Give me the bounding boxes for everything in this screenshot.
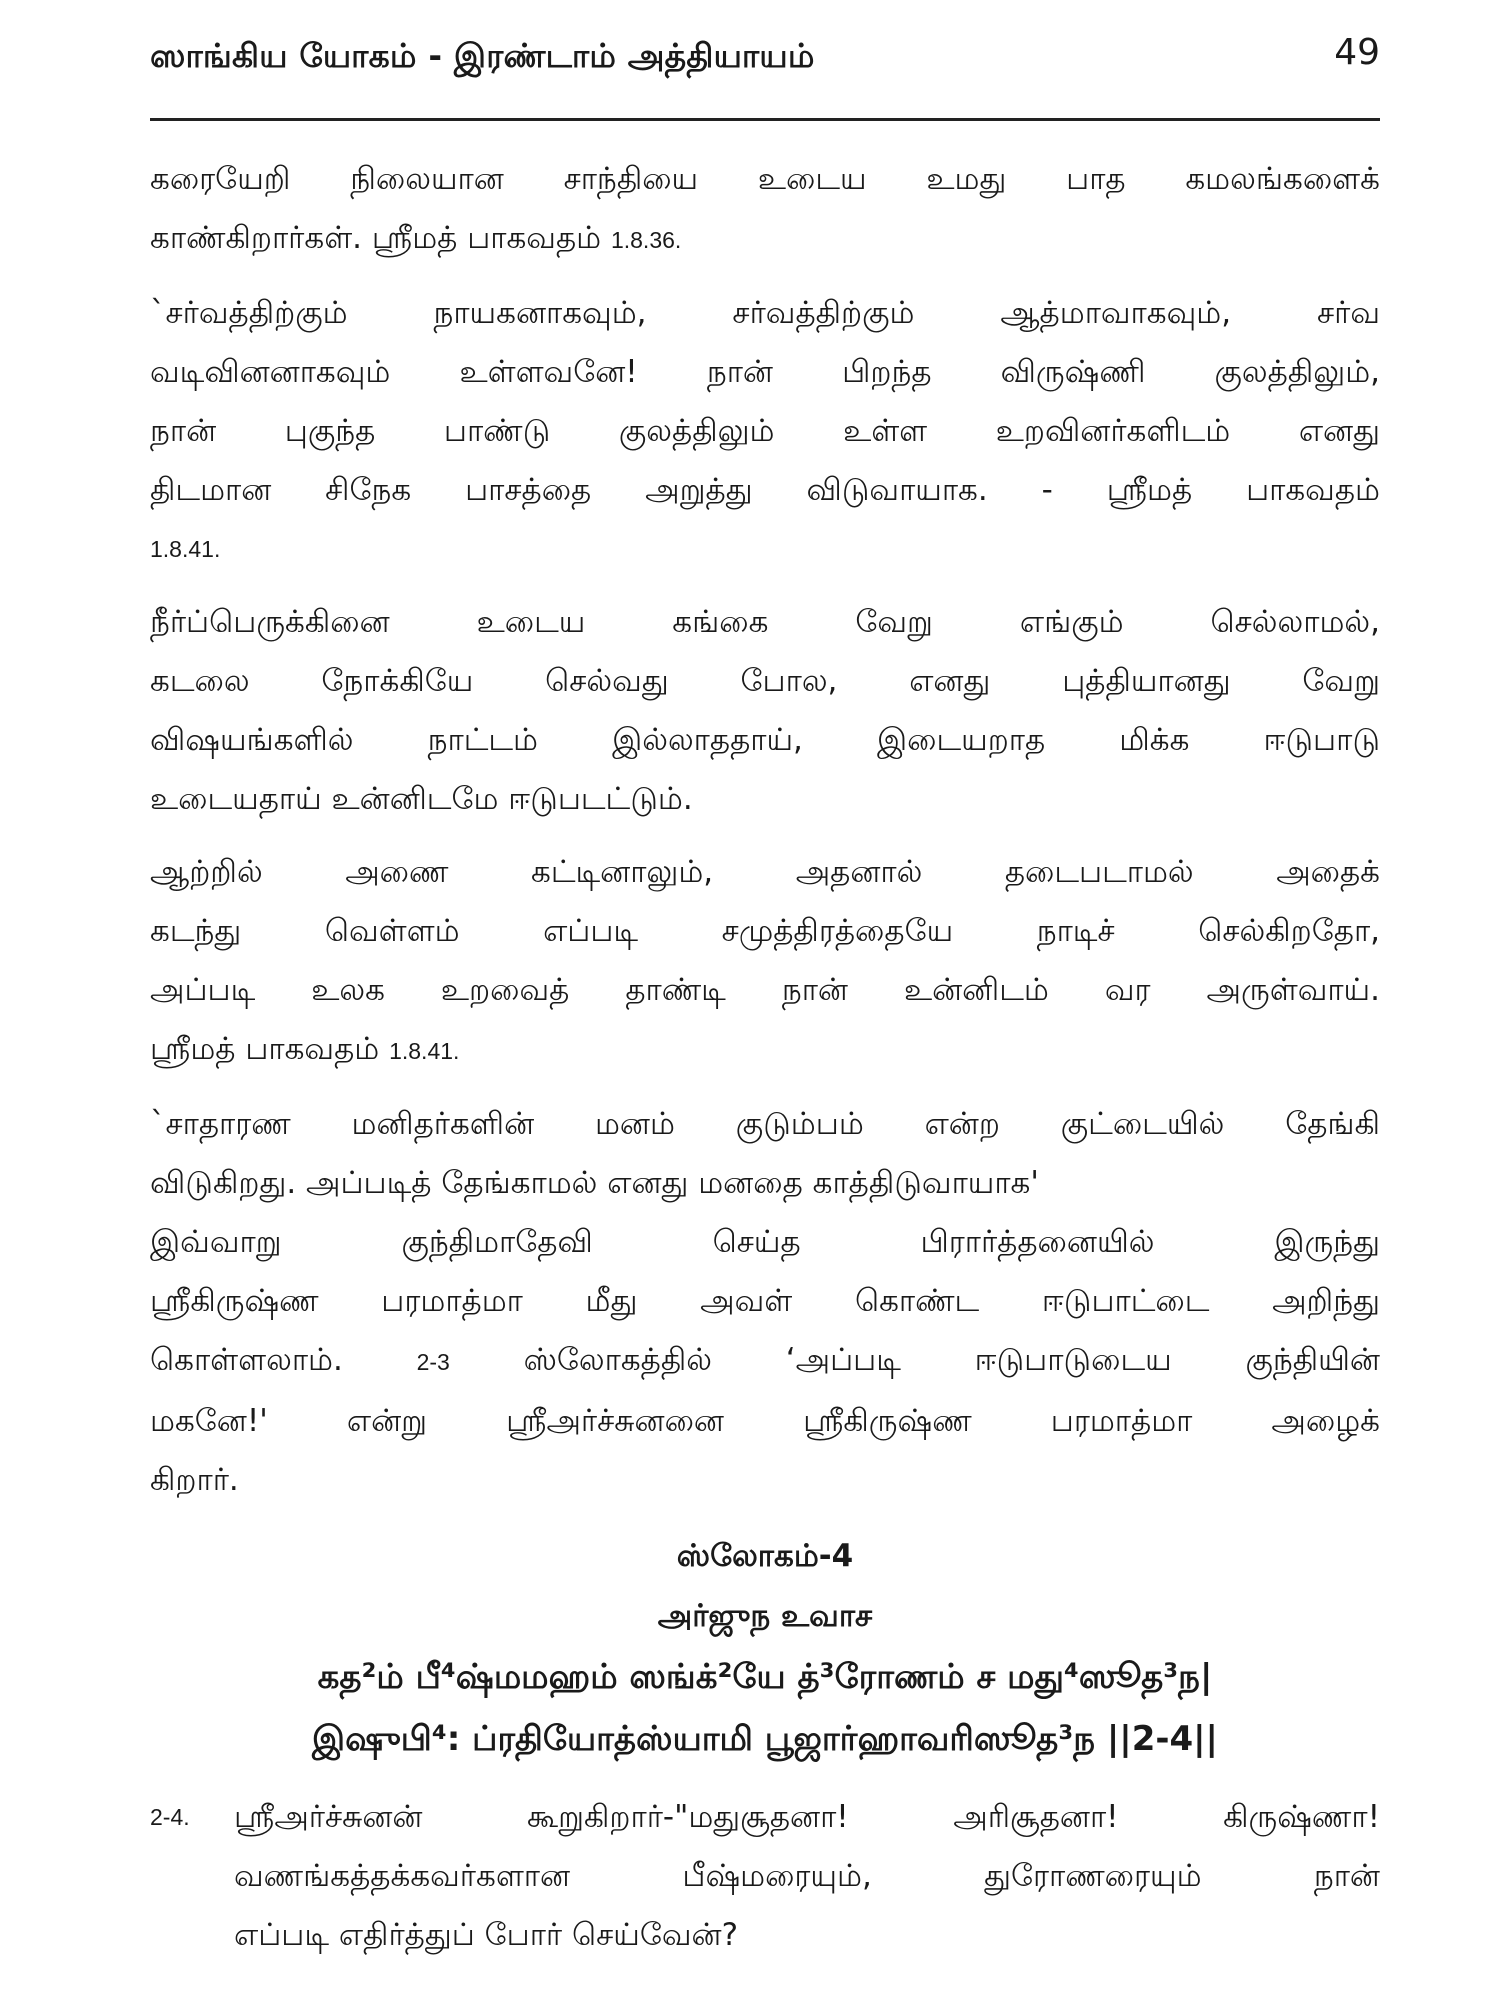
text-fragment: கொள்ளலாம். bbox=[150, 1342, 343, 1378]
text-line: கடலை நோக்கியே செல்வது போல, எனது புத்தியானது வேறு bbox=[150, 663, 1380, 699]
text-line bbox=[150, 209, 1380, 270]
text-line: உடையதாய் உன்னிடமே ஈடுபடட்டும். bbox=[150, 781, 693, 817]
text-line: வடிவினனாகவும் உள்ளவனே! நான் பிறந்த விருஷ்ணி குலத்திலும், bbox=[150, 354, 1380, 390]
page-body bbox=[150, 150, 1380, 1965]
sloka-verse-line: கத²ம் பீ⁴ஷ்மமஹம் ஸங்க்²யே த்³ரோணம் ச மது⁴ஸூத³ந| bbox=[317, 1657, 1213, 1697]
text-line: எப்படி எதிர்த்துப் போர் செய்வேன்? bbox=[234, 1917, 739, 1953]
paragraph-1 bbox=[150, 150, 1380, 270]
text-line: வணங்கத்தக்கவர்களான பீஷ்மரையும், துரோணரையும் நான் bbox=[234, 1858, 1380, 1894]
paragraph-3 bbox=[150, 593, 1380, 829]
verse-reference: 1.8.41. bbox=[150, 536, 221, 562]
paragraph-2 bbox=[150, 284, 1380, 579]
text-line: கடந்து வெள்ளம் எப்படி சமுத்திரத்தையே நாடிச் செல்கிறதோ, bbox=[150, 913, 1380, 949]
text-fragment: காண்கிறார்கள். ஸ்ரீமத் பாகவதம் bbox=[150, 220, 602, 256]
text-line bbox=[150, 1020, 1380, 1081]
sloka-block bbox=[150, 1526, 1380, 1770]
translation-block bbox=[150, 1788, 1380, 1965]
header-divider bbox=[150, 118, 1380, 121]
text-line: நீர்ப்பெருக்கினை உடைய கங்கை வேறு எங்கும் செல்லாமல், bbox=[150, 604, 1380, 640]
paragraph-5 bbox=[150, 1095, 1380, 1510]
text-line: மகனே!' என்று ஸ்ரீஅர்ச்சுனனை ஸ்ரீகிருஷ்ண பரமாத்மா அழைக் bbox=[150, 1403, 1380, 1439]
text-line: கிறார். bbox=[150, 1462, 239, 1498]
text-line: அப்படி உலக உறவைத் தாண்டி நான் உன்னிடம் வர அருள்வாய். bbox=[150, 972, 1380, 1008]
text-fragment: ஸ்ரீமத் பாகவதம் bbox=[150, 1031, 380, 1067]
text-line bbox=[150, 1331, 1380, 1392]
text-line: விடுகிறது. அப்படித் தேங்காமல் எனது மனதை காத்திடுவாயாக' bbox=[150, 1165, 1039, 1201]
text-line: ஆற்றில் அணை கட்டினாலும், அதனால் தடைபடாமல் அதைக் bbox=[150, 854, 1380, 890]
text-line: கரையேறி நிலையான சாந்தியை உடைய உமது பாத கமலங்களைக் bbox=[150, 161, 1380, 197]
translation-number: 2-4. bbox=[150, 1804, 190, 1830]
text-line: `சர்வத்திற்கும் நாயகனாகவும், சர்வத்திற்கும் ஆத்மாவாகவும், சர்வ bbox=[150, 295, 1380, 331]
text-line: `சாதாரண மனிதர்களின் மனம் குடும்பம் என்ற குட்டையில் தேங்கி bbox=[150, 1106, 1380, 1142]
verse-reference: 1.8.36. bbox=[610, 227, 682, 253]
paragraph-4 bbox=[150, 843, 1380, 1081]
text-line: ஸ்ரீஅர்ச்சுனன் கூறுகிறார்-"மதுசூதனா! அரிசூதனா! கிருஷ்ணா! bbox=[234, 1799, 1380, 1835]
text-line: விஷயங்களில் நாட்டம் இல்லாததாய், இடையறாத மிக்க ஈடுபாடு bbox=[150, 722, 1380, 758]
text-line: இவ்வாறு குந்திமாதேவி செய்த பிரார்த்தனையில் இருந்து bbox=[150, 1224, 1380, 1260]
page-number: 49 bbox=[1334, 32, 1380, 73]
text-line: ஸ்ரீகிருஷ்ண பரமாத்மா மீது அவள் கொண்ட ஈடுபாட்டை அறிந்து bbox=[150, 1283, 1380, 1319]
text-line: திடமான சிநேக பாசத்தை அறுத்து விடுவாயாக. - ஸ்ரீமத் பாகவதம் bbox=[150, 472, 1380, 508]
page-header bbox=[150, 28, 1380, 88]
sloka-heading: ஸ்லோகம்-4 bbox=[676, 1538, 854, 1574]
verse-reference: 1.8.41. bbox=[389, 1038, 460, 1064]
verse-reference: 2-3 bbox=[416, 1349, 450, 1375]
sloka-verse-line: இஷுபி⁴: ப்ரதியோத்ஸ்யாமி பூஜார்ஹாவரிஸூத³ந ||2-4|| bbox=[312, 1719, 1218, 1759]
sloka-speaker: அர்ஜுந உவாச bbox=[657, 1598, 873, 1634]
running-title: ஸாங்கிய யோகம் - இரண்டாம் அத்தியாயம் bbox=[150, 36, 815, 75]
text-fragment: ஸ்லோகத்தில் ‘அப்படி ஈடுபாடுடைய குந்தியின் bbox=[523, 1342, 1380, 1378]
text-line: நான் புகுந்த பாண்டு குலத்திலும் உள்ள உறவினர்களிடம் எனது bbox=[150, 413, 1380, 449]
